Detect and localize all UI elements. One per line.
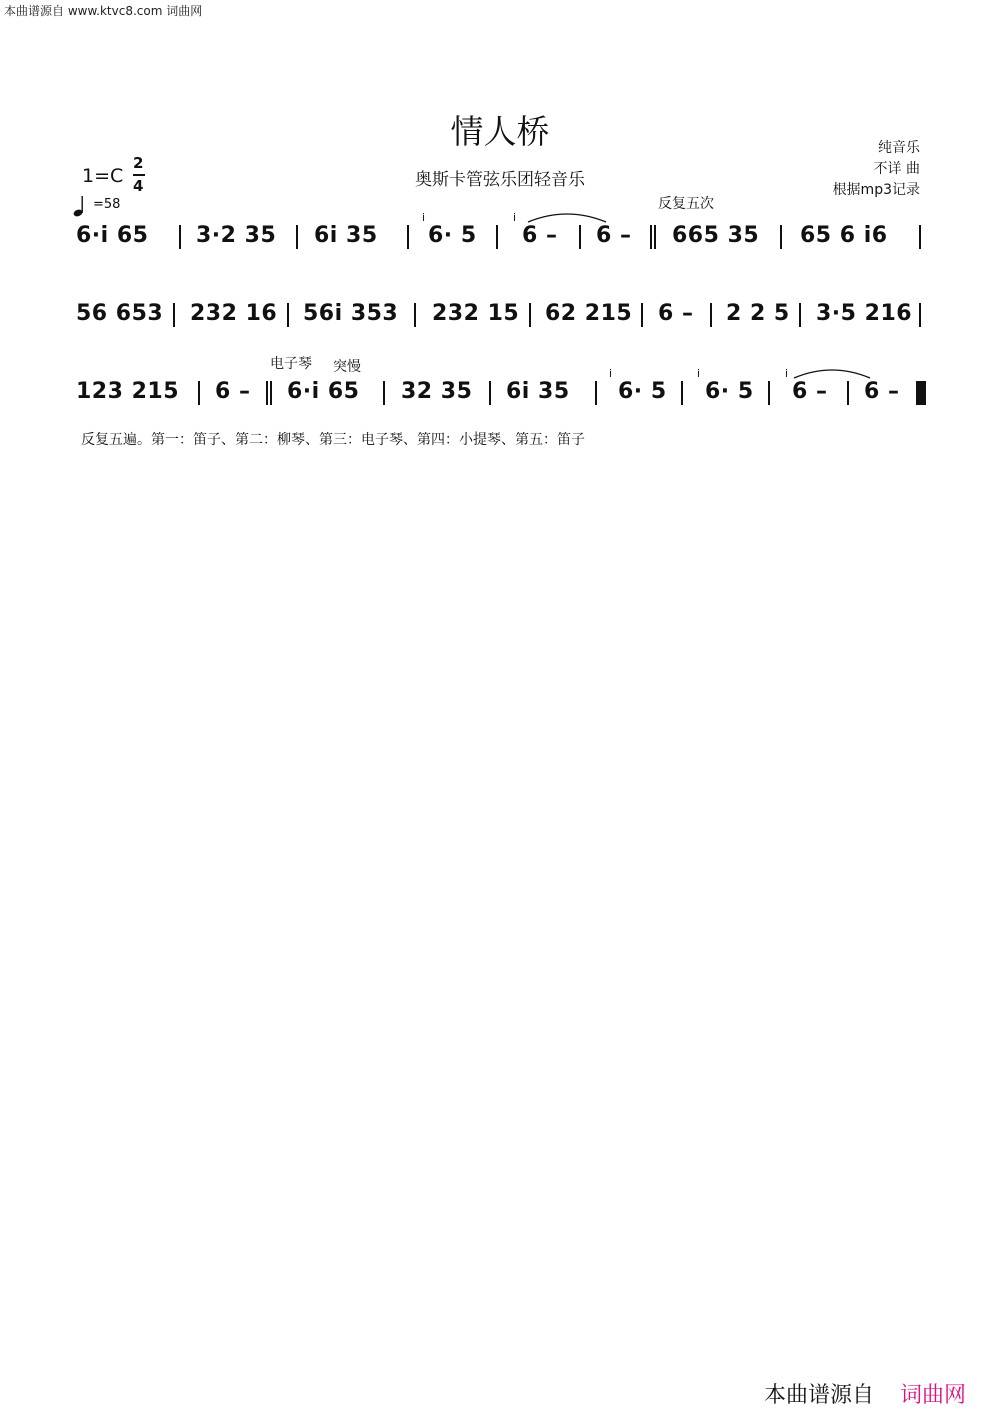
barline [287,303,289,327]
quarter-note-icon [73,195,87,217]
barline [641,303,643,327]
measure-24: 6 – [792,379,828,404]
barline [799,303,801,327]
barline [579,225,581,249]
grace-note: i [697,367,701,380]
tie-arc [792,366,872,380]
time-signature-bottom: 4 [133,177,144,195]
performance-note: 反复五遍。第一：笛子、第二：柳琴、第三：电子琴、第四：小提琴、第五：笛子 [81,432,585,448]
measure-1: 6·i 65 [76,223,149,248]
measure-18: 6 – [215,379,251,404]
score-row-1 [76,211,936,253]
time-signature-top: 2 [133,154,144,172]
measure-20: 32 35 [401,379,473,404]
measure-4: 6· 5 [428,223,477,248]
grace-note: i [422,211,426,224]
repeat-end-barline [266,381,268,405]
measure-13: 62 215 [545,301,633,326]
key-signature: 1=C [82,165,124,187]
barline [595,381,597,405]
measure-3: 6i 35 [314,223,378,248]
repeat-start-barline [650,225,652,249]
song-title: 情人桥 [450,112,550,151]
barline [407,225,409,249]
score-row-2 [76,301,936,331]
measure-21: 6i 35 [506,379,570,404]
barline [529,303,531,327]
barline [173,303,175,327]
barline [710,303,712,327]
measure-25: 6 – [864,379,900,404]
barline [681,381,683,405]
barline [919,225,921,249]
barline [198,381,200,405]
barline [489,381,491,405]
measure-12: 232 15 [432,301,520,326]
footer-source: 本曲谱源自 [763,1383,874,1408]
measure-23: 6· 5 [705,379,754,404]
measure-7: 665 35 [672,223,760,248]
measure-16: 3·5 216 [816,301,913,326]
sudden-slow-annotation: 突慢 [333,359,361,375]
measure-8: 65 6 i6 [800,223,888,248]
grace-note: i [513,211,517,224]
genre-label: 纯音乐 [878,140,920,156]
measure-5: 6 – [522,223,558,248]
header-watermark: 本曲谱源自 www.ktvc8.com 词曲网 [4,4,203,18]
footer-site-link[interactable]: 词曲网 [899,1383,966,1408]
tempo-mark: =58 [93,197,121,212]
measure-22: 6· 5 [618,379,667,404]
tie-arc [526,210,608,224]
measure-10: 232 16 [190,301,278,326]
time-signature-line [133,174,145,176]
measure-19: 6·i 65 [287,379,360,404]
barline [847,381,849,405]
barline [383,381,385,405]
barline [780,225,782,249]
electronic-keyboard-annotation: 电子琴 [270,356,312,372]
final-barline [916,381,921,405]
barline [296,225,298,249]
measure-9: 56 653 [76,301,164,326]
barline [179,225,181,249]
grace-note: i [785,367,789,380]
measure-11: 56i 353 [303,301,399,326]
barline [768,381,770,405]
barline [414,303,416,327]
measure-15: 2 2 5 [726,301,790,326]
grace-note: i [609,367,613,380]
song-subtitle: 奥斯卡管弦乐团轻音乐 [415,170,585,190]
measure-17: 123 215 [76,379,180,404]
measure-2: 3·2 35 [196,223,277,248]
transcription-label: 根据mp3记录 [832,182,920,198]
measure-14: 6 – [658,301,694,326]
barline [496,225,498,249]
repeat-five-annotation: 反复五次 [658,196,714,212]
measure-6: 6 – [596,223,632,248]
barline [919,303,921,327]
composer-label: 不详 曲 [873,161,920,177]
